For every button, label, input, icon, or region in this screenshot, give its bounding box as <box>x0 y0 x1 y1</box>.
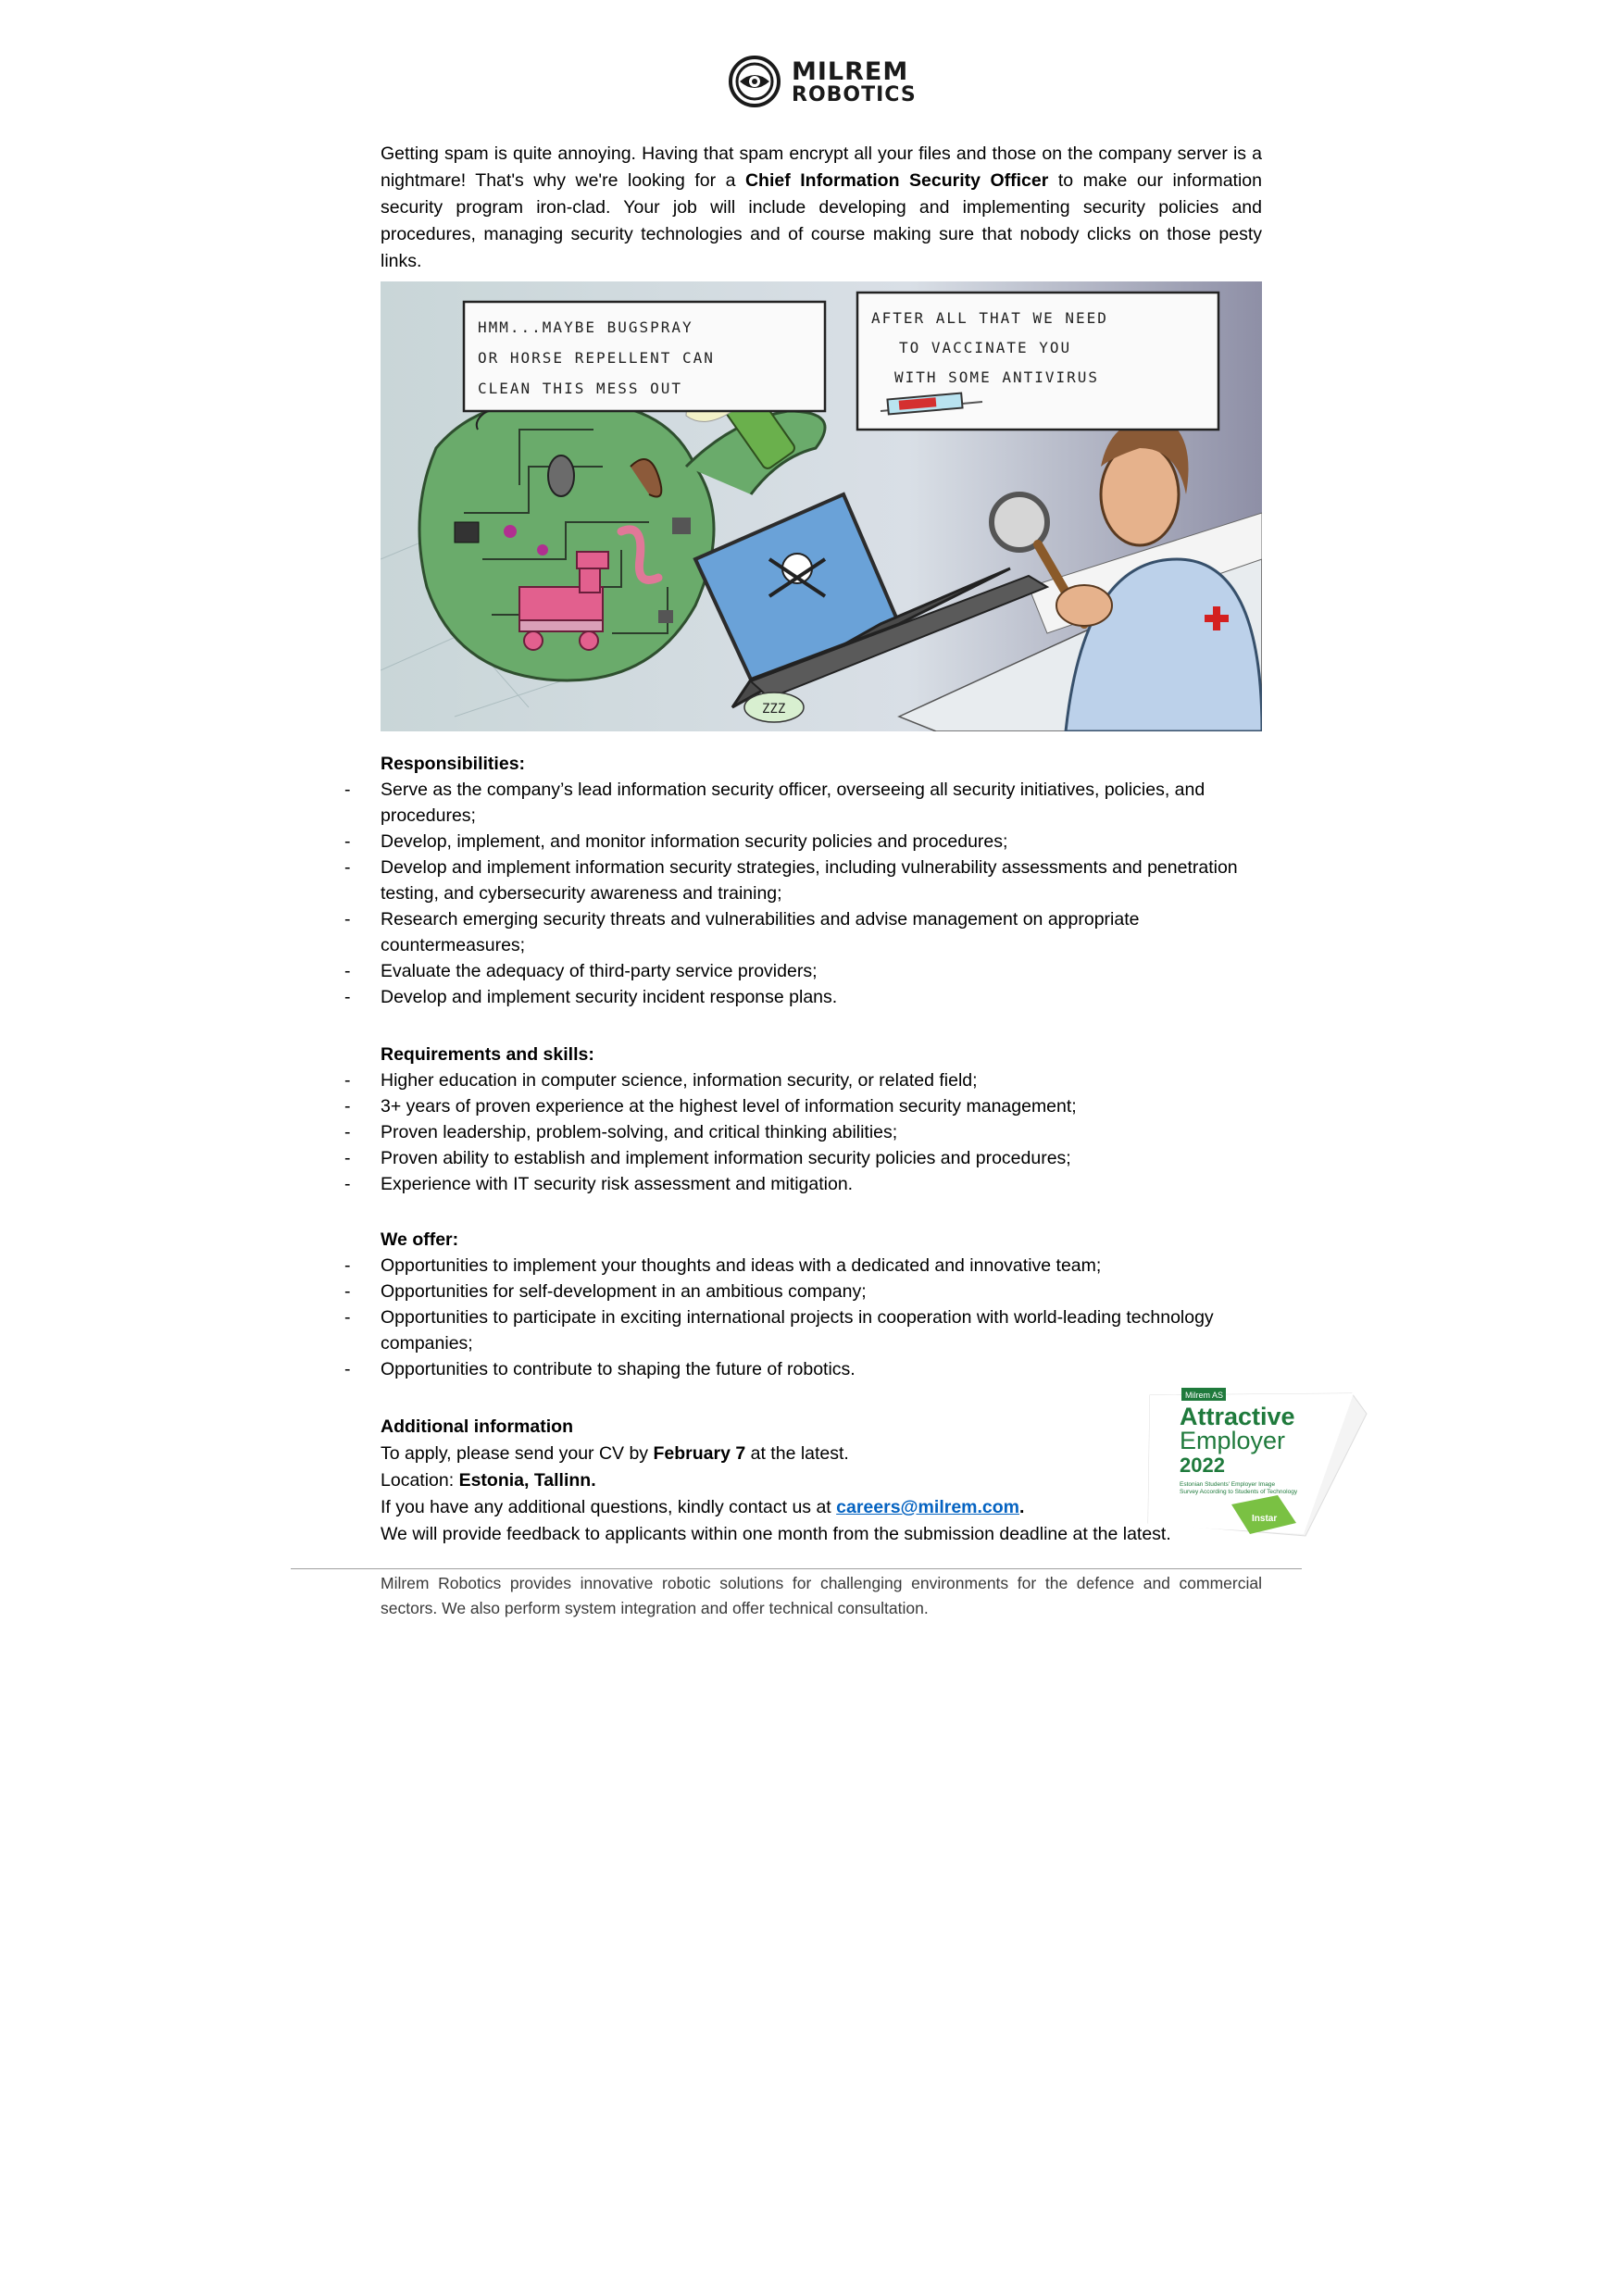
list-item: - Opportunities to participate in exciting international projects in cooperation with world-leading technology companies; <box>381 1304 1262 1356</box>
careers-email-link[interactable]: careers@milrem.com <box>836 1497 1020 1517</box>
contact-line <box>381 1494 1262 1521</box>
badge-title1: Attractive <box>1180 1403 1295 1430</box>
list-item: - Evaluate the adequacy of third-party service providers; <box>381 958 1262 984</box>
list-item: - Proven leadership, problem-solving, and critical thinking abilities; <box>381 1119 1262 1145</box>
bubble2-line2: TO VACCINATE YOU <box>899 339 1072 356</box>
intro-text-before: Getting spam is quite annoying. Having that spam encrypt all your files and those on the company server is a nightmare! That's why we're looking for a <box>381 144 1262 191</box>
milrem-emblem-icon <box>729 56 781 107</box>
milrem-logo <box>729 56 917 111</box>
location-value: Estonia, Tallinn. <box>458 1470 596 1491</box>
responsibilities-list <box>381 777 1262 1010</box>
additional-information-section <box>381 1414 1262 1548</box>
speech-bubble-left <box>464 302 825 430</box>
feedback-line: We will provide feedback to applicants within one month from the submission deadline at the latest. <box>381 1524 1171 1544</box>
requirements-section <box>381 1042 1262 1197</box>
speech-bubble-right <box>857 293 1218 430</box>
bubble2-line3: WITH SOME ANTIVIRUS <box>894 368 1100 386</box>
offer-section <box>381 1227 1262 1382</box>
list-item: - Develop and implement information security strategies, including vulnerability assessments and penetration testing, and cybersecurity awareness and training; <box>381 855 1262 906</box>
apply-text: To apply, please send your CV by <box>381 1443 654 1464</box>
badge-year: 2022 <box>1180 1454 1225 1477</box>
list-item: - Opportunities for self-development in an ambitious company; <box>381 1279 1262 1304</box>
list-item: - 3+ years of proven experience at the highest level of information security management; <box>381 1093 1262 1119</box>
requirements-list <box>381 1067 1262 1197</box>
footer-company-description: Milrem Robotics provides innovative robotic solutions for challenging environments for the defence and commercial sectors. We also perform system integration and offer technical consultation. <box>381 1574 1262 1617</box>
logo-text-robotics: ROBOTICS <box>792 83 917 106</box>
cybersecurity-comic-illustration <box>381 281 1262 731</box>
offer-heading: We offer: <box>381 1229 459 1250</box>
bubble1-line1: HMM...MAYBE BUGSPRAY <box>478 318 693 336</box>
apply-line <box>381 1441 1262 1467</box>
responsibilities-section <box>381 751 1262 1010</box>
list-item: - Experience with IT security risk assessment and mitigation. <box>381 1171 1262 1197</box>
responsibilities-heading: Responsibilities: <box>381 754 526 774</box>
bubble1-line2: OR HORSE REPELLENT CAN <box>478 349 715 367</box>
additional-heading: Additional information <box>381 1416 573 1437</box>
svg-text:AFTER ALL THAT WE NEED T <box>871 309 1119 386</box>
comic-zzz: ZZZ <box>762 702 786 717</box>
contact-period: . <box>1019 1497 1025 1517</box>
location-label: Location: <box>381 1470 459 1491</box>
badge-company: Milrem AS <box>1185 1391 1224 1400</box>
apply-deadline: February 7 <box>653 1443 746 1464</box>
list-item: - Serve as the company’s lead information security officer, overseeing all security initiatives, policies, and procedures; <box>381 777 1262 829</box>
intro-text-after: to make our information security program iron-clad. Your job will include developing and implementing security policies and procedures, managing security technologies and of course making sure that nobody clicks on those pesty links. <box>381 170 1262 271</box>
badge-brand: Instar <box>1252 1514 1278 1524</box>
list-item: - Proven ability to establish and implement information security policies and procedures; <box>381 1145 1262 1171</box>
bubble1-line3: CLEAN THIS MESS OUT <box>478 380 683 397</box>
list-item: - Higher education in computer science, information security, or related field; <box>381 1067 1262 1093</box>
list-item: - Develop and implement security incident response plans. <box>381 984 1262 1010</box>
badge-title2: Employer <box>1180 1427 1286 1454</box>
apply-text-end: at the latest. <box>745 1443 849 1464</box>
list-item: - Develop, implement, and monitor information security policies and procedures; <box>381 829 1262 855</box>
list-item: - Opportunities to implement your thoughts and ideas with a dedicated and innovative team; <box>381 1253 1262 1279</box>
badge-sub2: Survey According to Students of Technology <box>1180 1489 1298 1495</box>
attractive-employer-badge <box>1139 1386 1370 1543</box>
contact-text: If you have any additional questions, kindly contact us at <box>381 1497 837 1517</box>
location-line <box>381 1467 1262 1494</box>
list-item: - Research emerging security threats and vulnerabilities and advise management on appropriate countermeasures; <box>381 906 1262 958</box>
badge-sub1: Estonian Students' Employer Image <box>1180 1481 1276 1488</box>
job-title: Chief Information Security Officer <box>744 170 1049 191</box>
requirements-heading: Requirements and skills: <box>381 1044 594 1065</box>
bubble2-line1: AFTER ALL THAT WE NEED <box>871 309 1108 327</box>
logo-text-milrem: MILREM <box>792 57 909 86</box>
footer-divider <box>291 1568 1302 1569</box>
offer-list <box>381 1253 1262 1382</box>
list-item: - Opportunities to contribute to shaping the future of robotics. <box>381 1356 1262 1382</box>
intro-paragraph <box>381 141 1262 275</box>
